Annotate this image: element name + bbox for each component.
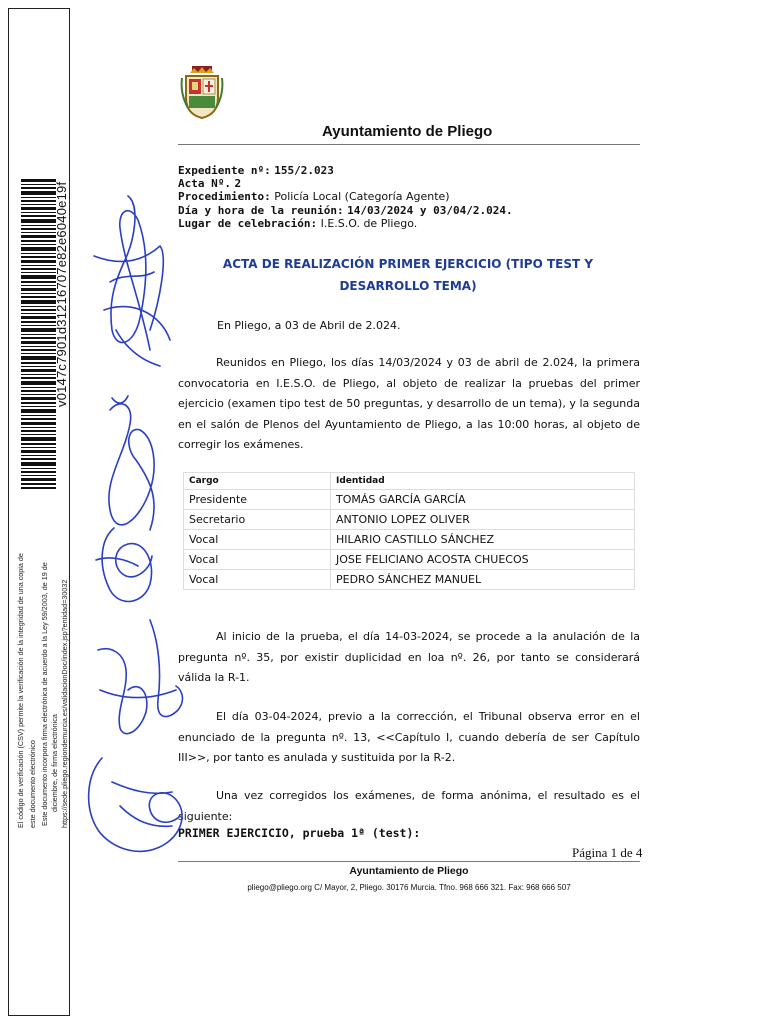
paragraph-annulment-35: Al inicio de la prueba, el día 14-03-2024, se procede a la anulación de la pregunta nº. 35, por existir duplicidad en loa nº. 26, por tanto se considerará válida la R-1. <box>178 630 640 684</box>
signature-3 <box>109 396 154 530</box>
cargo-cell: Vocal <box>184 530 331 550</box>
csv-validation-url: https://sede.pliego.regiondemurcia.es/validacionDoc/index.jsp?entidad=30032 <box>60 579 69 828</box>
csv-verification-strip <box>8 8 70 1016</box>
page-number: Página 1 de 4 <box>572 845 643 860</box>
identidad-cell: ANTONIO LOPEZ OLIVER <box>331 510 635 530</box>
table-row <box>184 550 635 570</box>
signature-2 <box>104 307 170 366</box>
expediente-label: Expediente nº: <box>178 164 271 177</box>
expediente-value: 155/2.023 <box>274 164 334 177</box>
cargo-cell: Presidente <box>184 490 331 510</box>
signature-6 <box>89 758 182 851</box>
column-header: Identidad <box>331 473 635 490</box>
lugar-value: I.E.S.O. de Pliego. <box>320 216 418 230</box>
table-row <box>184 510 635 530</box>
csv-legal-line: diciembre, de firma electrónica <box>50 714 59 812</box>
paragraph-annulment-13: El día 03-04-2024, previo a la corrección, el Tribunal observa error en el enunciado de la pregunta nº. 13, <<Capítulo I, cuando debería de ser Capítulo III>>, por tanto es anulada y sustituida por la R-2. <box>178 710 640 764</box>
identidad-cell: JOSE FELICIANO ACOSTA CHUECOS <box>331 550 635 570</box>
identidad-cell: PEDRO SÁNCHEZ MANUEL <box>331 570 635 590</box>
signature-5 <box>98 620 182 734</box>
table-row <box>184 490 635 510</box>
cargo-cell: Secretario <box>184 510 331 530</box>
footer-divider <box>178 861 640 862</box>
footer-contact: pliego@pliego.org C/ Mayor, 2, Pliego. 30176 Murcia. Tfno. 968 666 321. Fax: 968 666 507 <box>247 883 571 892</box>
barcode-icon <box>21 179 56 489</box>
cargo-cell: Vocal <box>184 550 331 570</box>
lugar-label: Lugar de celebración: <box>178 216 318 230</box>
signature-1 <box>94 196 163 350</box>
footer-title: Ayuntamiento de Pliego <box>349 865 469 877</box>
procedimiento-value: Policía Local (Categoría Agente) <box>274 190 450 204</box>
identidad-cell: TOMÁS GARCÍA GARCÍA <box>331 490 635 510</box>
csv-code: v0147c7901d31216707e82e6040e19f <box>54 181 69 407</box>
identidad-cell: HILARIO CASTILLO SÁNCHEZ <box>331 530 635 550</box>
signature-4 <box>96 528 152 601</box>
csv-legal-line: Este documento incorpora firma electrónica de acuerdo a la Ley 59/2003, de 19 de <box>40 562 49 826</box>
table-header-row <box>184 473 635 490</box>
csv-legal-line: este documento electrónico <box>28 740 37 828</box>
coat-of-arms-icon <box>178 64 226 120</box>
table-row <box>184 570 635 590</box>
section-title: PRIMER EJERCICIO, prueba 1ª (test): <box>178 826 421 840</box>
header-divider <box>178 144 640 145</box>
cargo-cell: Vocal <box>184 570 331 590</box>
acta-value: 2 <box>234 177 242 191</box>
acta-label: Acta Nº. <box>178 177 231 191</box>
date-line: En Pliego, a 03 de Abril de 2.024. <box>217 319 401 332</box>
tribunal-table <box>183 472 635 590</box>
paragraph-meeting: Reunidos en Pliego, los días 14/03/2024 y 03 de abril de 2.024, la primera convocatoria en I.E.S.O. de Pliego, al objeto de realizar la pruebas del primer ejercicio (examen tipo test de 50 preguntas, y desarrollo de un tema), y la segunda en el salón de Plenos del Ayuntamiento de Pliego, a las 10:00 horas, al objeto de corregir los exámenes. <box>178 356 640 451</box>
fecha-label: Día y hora de la reunión: <box>178 203 344 217</box>
expediente-metadata <box>178 164 513 230</box>
paragraph-results-intro: Una vez corregidos los exámenes, de forma anónima, el resultado es el siguiente: <box>178 789 640 823</box>
table-row <box>184 530 635 550</box>
heading-line-1: ACTA DE REALIZACIÓN PRIMER EJERCICIO (TIPO TEST Y <box>222 257 594 271</box>
heading-line-2: DESARROLLO TEMA) <box>339 279 477 293</box>
procedimiento-label: Procedimiento: <box>178 190 271 204</box>
csv-legal-line: El código de verificación (CSV) permite la verificación de la integridad de una copia de <box>16 553 25 828</box>
fecha-value: 14/03/2024 y 03/04/2.024. <box>347 203 513 217</box>
page-title: Ayuntamiento de Pliego <box>322 123 493 140</box>
column-header: Cargo <box>184 473 331 490</box>
document-heading <box>190 253 626 297</box>
